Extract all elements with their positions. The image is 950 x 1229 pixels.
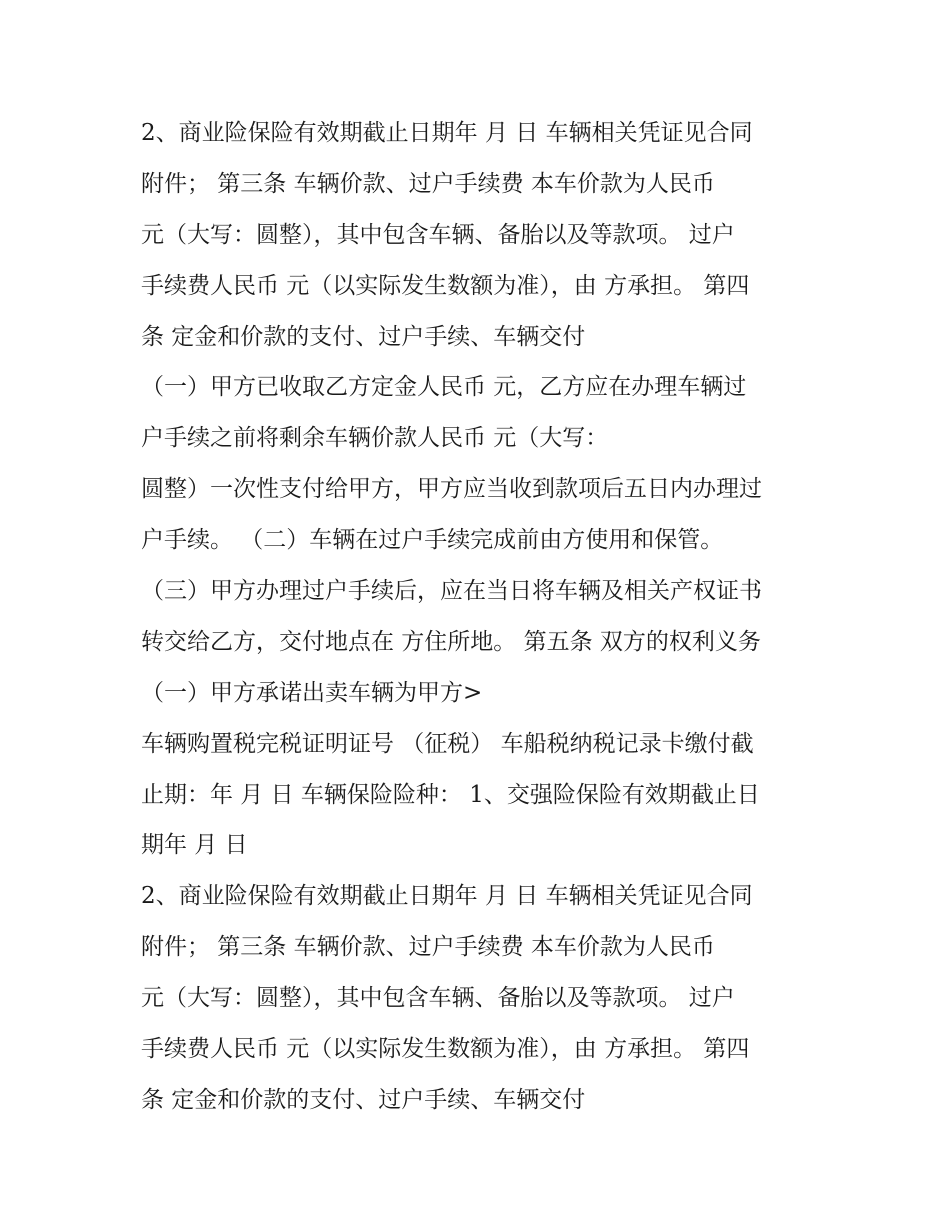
text-line: 圆整）一次性支付给甲方，甲方应当收到款项后五日内办理过 (141, 476, 762, 503)
text-line: 期年 月 日 (141, 832, 248, 859)
document-body (141, 108, 821, 1126)
text-line: 条 定金和价款的支付、过户手续、车辆交付 (141, 323, 586, 350)
text-line: 手续费人民币 元（以实际发生数额为准），由 方承担。 第四 (141, 272, 750, 299)
text-line: 户手续。 （二）车辆在过户手续完成前由方使用和保管。 (141, 527, 724, 554)
text-line: 元（大写：圆整），其中包含车辆、备胎以及等款项。 过户 (141, 221, 735, 248)
text-line: 元（大写：圆整），其中包含车辆、备胎以及等款项。 过户 (141, 985, 735, 1012)
text-line: （三）甲方办理过户手续后，应在当日将车辆及相关产权证书 (141, 578, 762, 605)
text-line: （一）甲方承诺出卖车辆为甲方> (141, 679, 483, 706)
text-line: 条 定金和价款的支付、过户手续、车辆交付 (141, 1086, 586, 1113)
text-line: 车辆购置税完税证明证号 （征税） 车船税纳税记录卡缴付截 (141, 730, 754, 757)
text-line: 附件； 第三条 车辆价款、过户手续费 本车价款为人民币 (141, 934, 715, 961)
text-line: 2、商业险保险有效期截止日期年 月 日 车辆相关凭证见合同 (141, 883, 753, 910)
text-line: 止期：年 月 日 车辆保险险种： 1、交强险保险有效期截止日 (141, 781, 760, 808)
text-line: （一）甲方已收取乙方定金人民币 元，乙方应在办理车辆过 (141, 374, 747, 401)
text-line: 转交给乙方，交付地点在 方住所地。 第五条 双方的权利义务 (141, 628, 761, 655)
text-line: 附件； 第三条 车辆价款、过户手续费 本车价款为人民币 (141, 170, 715, 197)
text-line: 户手续之前将剩余车辆价款人民币 元（大写： (141, 425, 609, 452)
text-line: 2、商业险保险有效期截止日期年 月 日 车辆相关凭证见合同 (141, 120, 753, 146)
text-line: 手续费人民币 元（以实际发生数额为准），由 方承担。 第四 (141, 1036, 750, 1063)
